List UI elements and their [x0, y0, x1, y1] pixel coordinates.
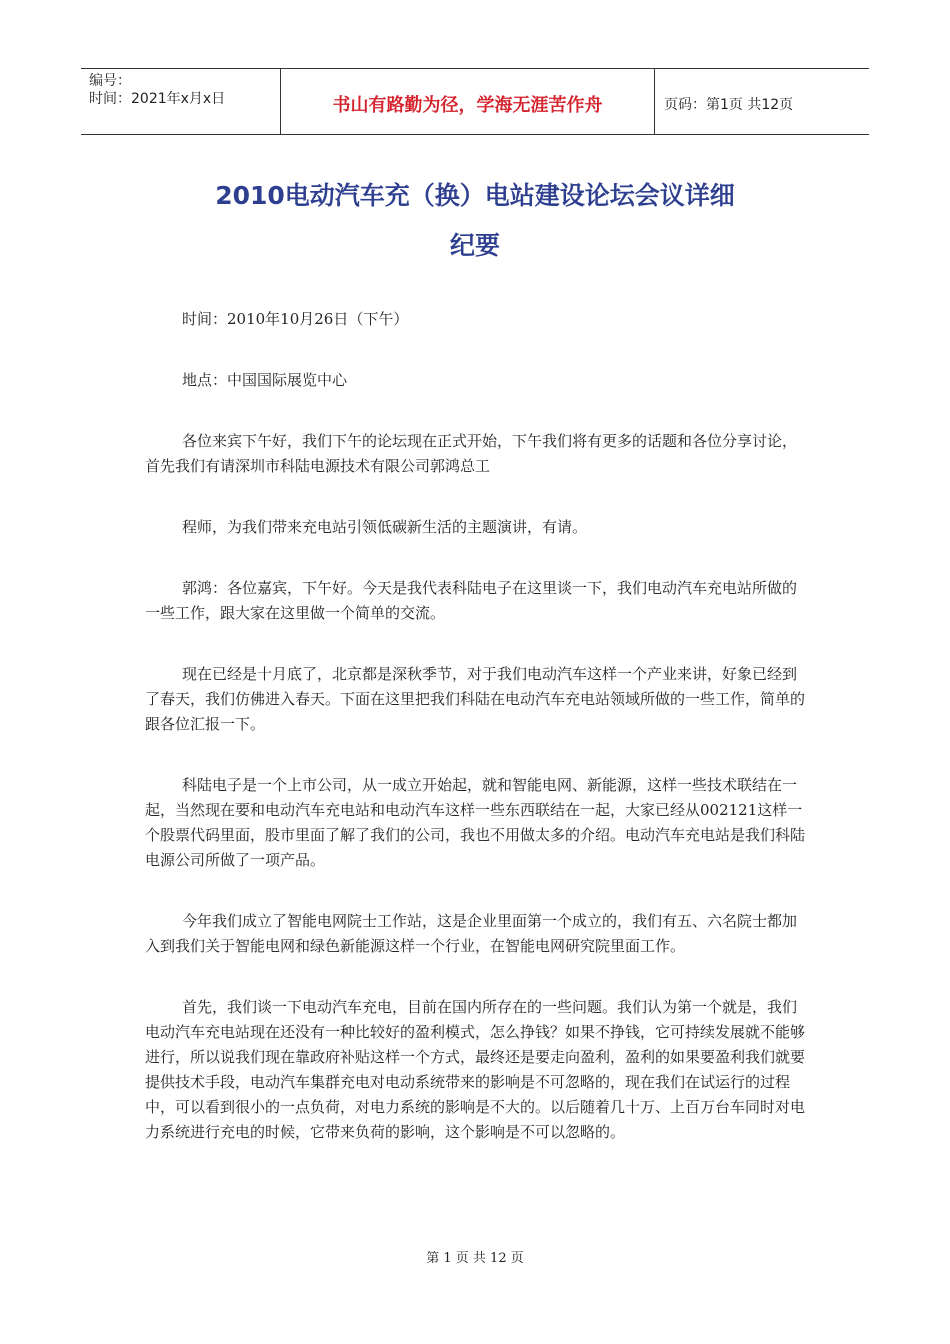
- paragraph-opening: 各位来宾下午好，我们下午的论坛现在正式开始，下午我们将有更多的话题和各位分享讨论，首先我们有请深圳市科陆电源技术有限公司郭鸿总工: [145, 432, 798, 475]
- paragraph-time: 时间：2010年10月26日（下午）: [182, 310, 409, 328]
- paragraph-introduction: 程师，为我们带来充电站引领低碳新生活的主题演讲，有请。: [182, 518, 588, 536]
- header-table: [81, 68, 869, 135]
- paragraph-greeting: 郭鸿：各位嘉宾，下午好。今天是我代表科陆电子在这里谈一下，我们电动汽车充电站所做的一些工作，跟大家在这里做一个简单的交流。: [145, 579, 798, 622]
- header-meta-cell: [81, 69, 281, 134]
- paragraph-company: 科陆电子是一个上市公司，从一成立开始起，就和智能电网、新能源，这样一些技术联结在一起，当然现在要和电动汽车充电站和电动汽车这样一些东西联结在一起，大家已经从002121这样一个股票代码里面，股市里面了解了我们的公司，我也不用做太多的介绍。电动汽车充电站是我们科陆电源公司所做了一项产品。: [145, 776, 806, 869]
- paragraph-workstation: 今年我们成立了智能电网院士工作站，这是企业里面第一个成立的，我们有五、六名院士都加入到我们关于智能电网和绿色新能源这样一个行业，在智能电网研究院里面工作。: [145, 912, 798, 955]
- page-footer: 第 1 页 共 12 页: [426, 1251, 524, 1266]
- paragraph-issues: 首先，我们谈一下电动汽车充电，目前在国内所存在的一些问题。我们认为第一个就是，我们电动汽车充电站现在还没有一种比较好的盈利模式，怎么挣钱？如果不挣钱，它可持续发展就不能够进行，所以说我们现在靠政府补贴这样一个方式，最终还是要走向盈利，盈利的如果要盈利我们就要提供技术手段，电动汽车集群充电对电动系统带来的影响是不可忽略的，现在我们在试运行的过程中，可以看到很小的一点负荷，对电力系统的影响是不大的。以后随着几十万、上百万台车同时对电力系统进行充电的时候，它带来负荷的影响，这个影响是不可以忽略的。: [145, 998, 806, 1141]
- document-title-line2: 纪要: [449, 231, 500, 260]
- paragraph-location: 地点：中国国际展览中心: [182, 371, 348, 389]
- date-label: 时间：2021年x月x日: [89, 91, 226, 107]
- page-info-cell: [655, 69, 869, 134]
- document-title-line1: 2010电动汽车充（换）电站建设论坛会议详细: [215, 181, 735, 210]
- page-info-text: 页码：第1页 共12页: [664, 96, 794, 113]
- motto-cell: [281, 69, 655, 134]
- motto-text: 书山有路勤为径，学海无涯苦作舟: [332, 94, 603, 116]
- paragraph-season: 现在已经是十月底了，北京都是深秋季节，对于我们电动汽车这样一个产业来讲，好象已经到了春天，我们仿佛进入春天。下面在这里把我们科陆在电动汽车充电站领域所做的一些工作，简单的跟各位汇报一下。: [145, 665, 806, 733]
- number-label: 编号：: [89, 73, 131, 89]
